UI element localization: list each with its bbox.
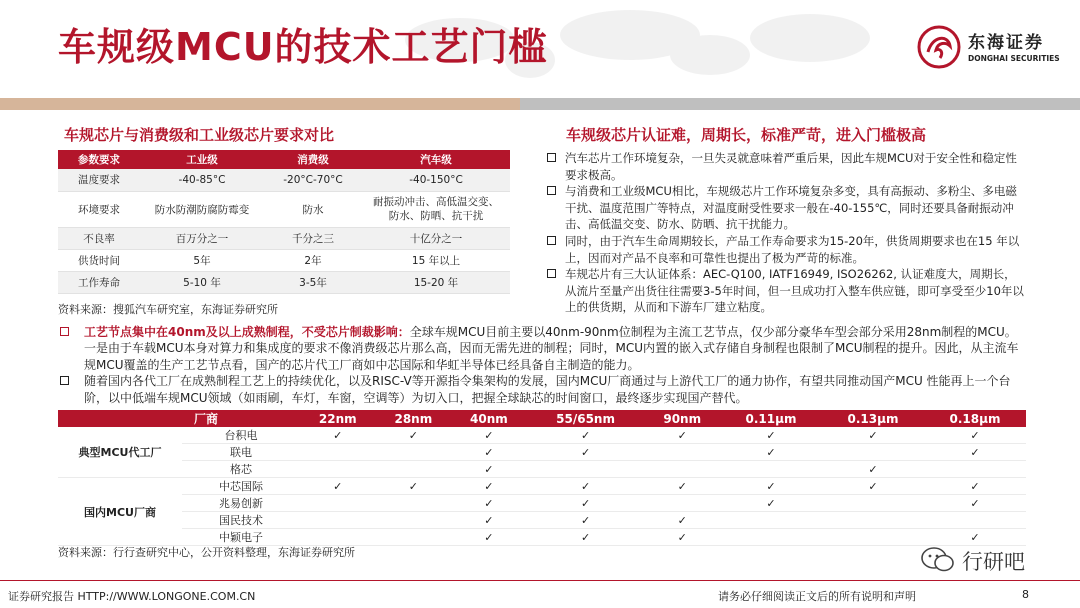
check-mark-icon: ✓ <box>527 512 645 529</box>
table-cell: 千分之三 <box>264 227 362 249</box>
logo-chinese-name: 东海证券 <box>968 33 1044 53</box>
footer-website: 证券研究报告 HTTP://WWW.LONGONE.COM.CN <box>8 590 256 603</box>
watermark-text: 行研吧 <box>962 550 1025 574</box>
table-cell: 耐振动冲击、高低温交变、防水、防晒、抗干扰 <box>362 191 510 227</box>
check-mark-icon: ✓ <box>644 512 720 529</box>
table-cell: -40-150°C <box>362 169 510 191</box>
checkbox-bullet-icon <box>60 327 69 336</box>
manufacturer-name: 格芯 <box>182 461 300 478</box>
manufacturer-name: 中芯国际 <box>182 478 300 495</box>
check-mark-icon: ✓ <box>822 427 924 444</box>
check-mark-icon: ✓ <box>451 427 527 444</box>
table-row <box>58 529 1026 546</box>
wechat-icon <box>920 545 956 575</box>
empty-cell <box>527 461 645 478</box>
check-mark-icon: ✓ <box>376 427 452 444</box>
manufacturer-name: 国民技术 <box>182 512 300 529</box>
process-key-point: 工艺节点集中在40nm及以上成熟制程，不受芯片制裁影响： <box>84 325 410 339</box>
check-mark-icon: ✓ <box>822 461 924 478</box>
table-cell: 防水 <box>264 191 362 227</box>
table-cell: 5年 <box>140 249 264 271</box>
manufacturer-name: 台积电 <box>182 427 300 444</box>
empty-cell <box>376 512 452 529</box>
check-mark-icon: ✓ <box>300 478 376 495</box>
table-cell: -40-85°C <box>140 169 264 191</box>
empty-cell <box>376 461 452 478</box>
checkbox-bullet-icon <box>547 236 556 245</box>
left-table-source: 资料来源：搜狐汽车研究室，东海证券研究所 <box>58 303 278 316</box>
empty-cell <box>300 444 376 461</box>
empty-cell <box>300 461 376 478</box>
table-cell: 环境要求 <box>58 191 140 227</box>
list-item <box>545 233 1025 266</box>
table-header-cell: 消费级 <box>264 150 362 169</box>
empty-cell <box>376 529 452 546</box>
check-mark-icon: ✓ <box>451 444 527 461</box>
check-mark-icon: ✓ <box>924 444 1026 461</box>
table-header-row <box>58 410 1026 427</box>
table-header-cell: 厂商 <box>182 410 300 427</box>
empty-cell <box>644 461 720 478</box>
table-row <box>58 495 1026 512</box>
group-label: 典型MCU代工厂 <box>58 427 182 478</box>
table-cell: 3-5年 <box>264 271 362 293</box>
node-header-cell: 55/65nm <box>527 410 645 427</box>
footer-divider <box>0 580 1080 581</box>
left-section-heading: 车规芯片与消费级和工业级芯片要求对比 <box>64 126 335 144</box>
check-mark-icon: ✓ <box>527 529 645 546</box>
list-item <box>58 373 1026 406</box>
manufacturer-name: 中颖电子 <box>182 529 300 546</box>
table-cell: -20°C-70°C <box>264 169 362 191</box>
table-cell: 15-20 年 <box>362 271 510 293</box>
check-mark-icon: ✓ <box>451 529 527 546</box>
list-item <box>545 150 1025 183</box>
donghai-logo <box>916 24 1066 74</box>
empty-cell <box>644 495 720 512</box>
bullet-text: 同时，由于汽车生命周期较长，产品工作寿命要求为15-20年，供货周期要求也在15 年以上，因而对产品不良率和可靠性也提出了极为严苛的标准。 <box>565 233 1020 265</box>
table-cell: 2年 <box>264 249 362 271</box>
empty-cell <box>924 512 1026 529</box>
dragon-logo-icon <box>916 24 962 70</box>
check-mark-icon: ✓ <box>451 478 527 495</box>
check-mark-icon: ✓ <box>720 427 822 444</box>
empty-cell <box>720 512 822 529</box>
check-mark-icon: ✓ <box>376 478 452 495</box>
table-header-cell: 参数要求 <box>58 150 140 169</box>
node-header-cell: 0.18μm <box>924 410 1026 427</box>
empty-cell <box>822 495 924 512</box>
empty-cell <box>376 444 452 461</box>
check-mark-icon: ✓ <box>527 495 645 512</box>
check-mark-icon: ✓ <box>451 461 527 478</box>
manufacturer-name: 兆易创新 <box>182 495 300 512</box>
empty-cell <box>300 512 376 529</box>
node-header-cell: 22nm <box>300 410 376 427</box>
table-row <box>58 271 510 293</box>
check-mark-icon: ✓ <box>720 478 822 495</box>
table-row <box>58 169 510 191</box>
nodes-table-source: 资料来源：行行查研究中心，公开资料整理，东海证券研究所 <box>58 546 355 559</box>
checkbox-bullet-icon <box>547 186 556 195</box>
empty-cell <box>720 529 822 546</box>
process-nodes-table <box>58 410 1026 546</box>
empty-cell <box>376 495 452 512</box>
page-title: 车规级MCU的技术工艺门槛 <box>58 25 548 69</box>
check-mark-icon: ✓ <box>527 444 645 461</box>
check-mark-icon: ✓ <box>451 512 527 529</box>
checkbox-bullet-icon <box>547 269 556 278</box>
node-header-cell: 90nm <box>644 410 720 427</box>
empty-cell <box>822 529 924 546</box>
table-cell: 工作寿命 <box>58 271 140 293</box>
logo-english-name: DONGHAI SECURITIES <box>968 54 1060 63</box>
table-header-spacer <box>58 410 182 427</box>
footer-disclaimer: 请务必仔细阅读正文后的所有说明和声明 <box>718 590 916 603</box>
empty-cell <box>300 529 376 546</box>
bullet-text: 与消费和工业级MCU相比，车规级芯片工作环境复杂多变，具有高振动、多粉尘、多电磁干扰、温度范围广等特点，对温度耐受性要求一般在-40-155℃，同时还要具备耐振动冲击、高低温交变、防水、防晒、抗干扰能力。 <box>565 184 1017 232</box>
table-cell: 5-10 年 <box>140 271 264 293</box>
table-row <box>58 512 1026 529</box>
check-mark-icon: ✓ <box>644 427 720 444</box>
empty-cell <box>300 495 376 512</box>
list-item <box>58 324 1026 373</box>
check-mark-icon: ✓ <box>924 478 1026 495</box>
check-mark-icon: ✓ <box>720 495 822 512</box>
page-number: 8 <box>1022 588 1029 601</box>
process-nodes-body <box>58 427 1026 546</box>
certification-bullet-list <box>545 150 1025 316</box>
check-mark-icon: ✓ <box>527 478 645 495</box>
table-cell: 15 年以上 <box>362 249 510 271</box>
check-mark-icon: ✓ <box>300 427 376 444</box>
empty-cell <box>822 512 924 529</box>
wechat-watermark <box>920 545 1050 575</box>
check-mark-icon: ✓ <box>822 478 924 495</box>
bullet-text: 车规芯片有三大认证体系：AEC-Q100, IATF16949, ISO26262, 认证难度大，周期长，从流片至量产出货往往需要3-5年时间，但一旦成功打入整车供应链，即可享受至少10年以上的供货期，从而和下游车厂建立粘度。 <box>565 267 1024 315</box>
table-row <box>58 227 510 249</box>
table-cell: 百万分之一 <box>140 227 264 249</box>
table-cell: 供货时间 <box>58 249 140 271</box>
bullet-text: 汽车芯片工作环境复杂，一旦失灵就意味着严重后果，因此车规MCU对于安全性和稳定性要求极高。 <box>565 151 1017 182</box>
check-mark-icon: ✓ <box>924 529 1026 546</box>
node-header-cell: 28nm <box>376 410 452 427</box>
table-cell: 温度要求 <box>58 169 140 191</box>
node-header-cell: 0.11μm <box>720 410 822 427</box>
checkbox-bullet-icon <box>547 153 556 162</box>
check-mark-icon: ✓ <box>451 495 527 512</box>
empty-cell <box>720 461 822 478</box>
check-mark-icon: ✓ <box>644 529 720 546</box>
checkbox-bullet-icon <box>60 376 69 385</box>
check-mark-icon: ✓ <box>644 478 720 495</box>
manufacturer-name: 联电 <box>182 444 300 461</box>
empty-cell <box>644 444 720 461</box>
table-row <box>58 249 510 271</box>
table-header-cell: 汽车级 <box>362 150 510 169</box>
empty-cell <box>924 461 1026 478</box>
table-header-row <box>58 150 510 169</box>
requirements-table <box>58 150 510 294</box>
empty-cell <box>822 444 924 461</box>
table-row <box>58 427 1026 444</box>
check-mark-icon: ✓ <box>527 427 645 444</box>
table-row <box>58 461 1026 478</box>
process-paragraphs <box>58 324 1026 406</box>
header-divider-accent <box>0 98 520 110</box>
check-mark-icon: ✓ <box>720 444 822 461</box>
table-row <box>58 191 510 227</box>
table-cell: 不良率 <box>58 227 140 249</box>
process-text: 随着国内各代工厂在成熟制程工艺上的持续优化，以及RISC-V等开源指令集架构的发展，国内MCU厂商通过与上游代工厂的通力协作，有望共同推动国产MCU 性能再上一个台阶，以中低端车规MCU领域（如雨刷，车灯，车窗，空调等）为切入口，把握全球缺芯的时间窗口，最终逐步实现国产替代。 <box>84 374 1011 405</box>
node-header-cell: 40nm <box>451 410 527 427</box>
process-text: 全球车规MCU目前主要以40nm-90nm位制程为主流工艺节点，仅少部分豪华车型会部分采用28nm制程的MCU。一是由于车载MCU本身对算力和集成度的要求不像消费级芯片那么高，因而无需先进的制程；同时，MCU内置的嵌入式存储自身制程也限制了MCU制程的提升。因此，从主流车规MCU覆盖的生产工艺节点看，国产的芯片代工厂商如中芯国际和华虹半导体已经具备自主制造的能力。 <box>84 325 1019 372</box>
node-header-cell: 0.13μm <box>822 410 924 427</box>
list-item <box>545 183 1025 233</box>
table-cell: 防水防潮防腐防霉变 <box>140 191 264 227</box>
table-row <box>58 478 1026 495</box>
list-item <box>545 266 1025 316</box>
table-row <box>58 444 1026 461</box>
group-label: 国内MCU厂商 <box>58 478 182 546</box>
right-section-heading: 车规级芯片认证难，周期长，标准严苛，进入门槛极高 <box>566 126 927 144</box>
check-mark-icon: ✓ <box>924 427 1026 444</box>
check-mark-icon: ✓ <box>924 495 1026 512</box>
table-cell: 十亿分之一 <box>362 227 510 249</box>
table-header-cell: 工业级 <box>140 150 264 169</box>
